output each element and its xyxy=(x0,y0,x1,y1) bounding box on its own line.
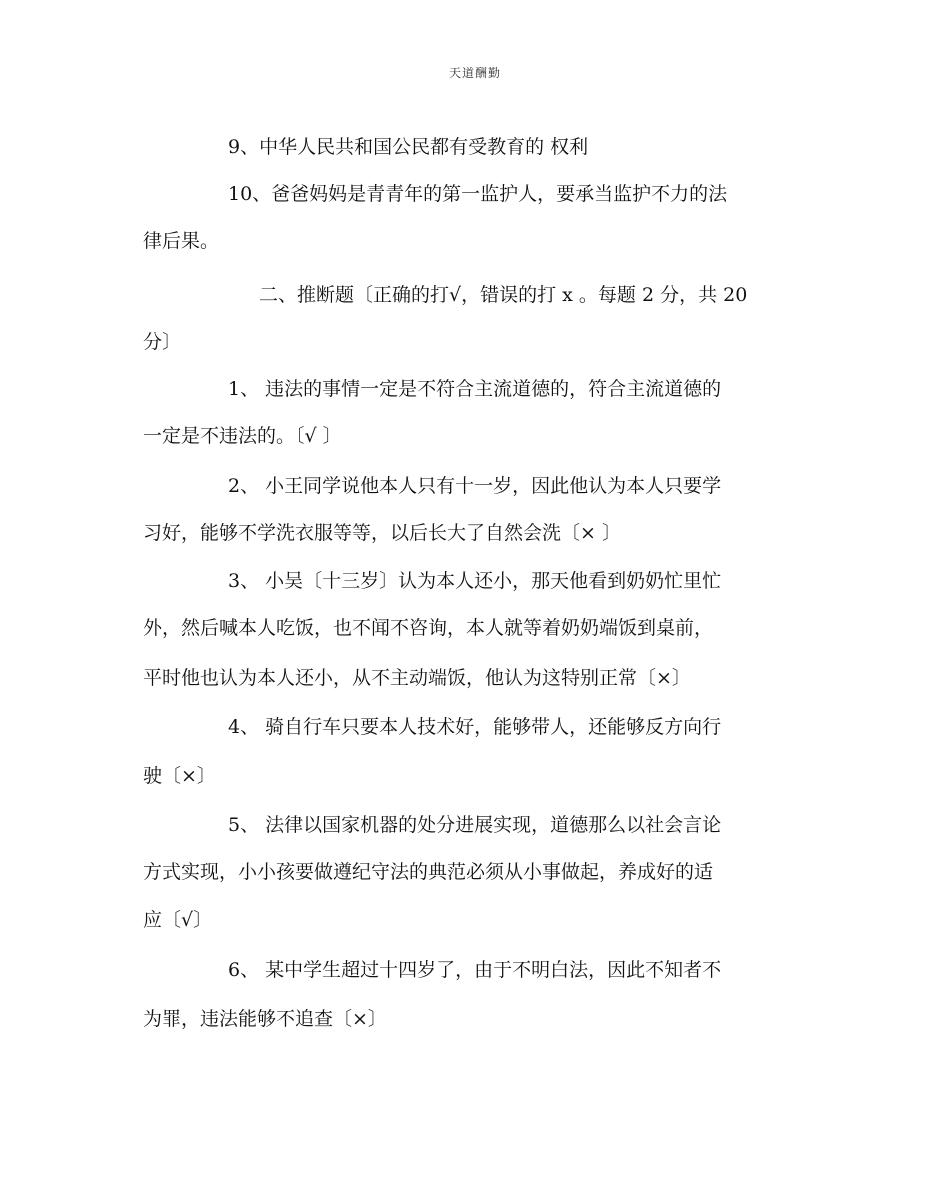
question-5-line-1: 5、 法律以国家机器的处分进展实现，道德那么以社会言论 xyxy=(228,814,722,836)
question-4-line-2: 驶〔×〕 xyxy=(143,765,216,787)
question-5-line-3: 应〔√〕 xyxy=(143,909,213,931)
question-4-line-1: 4、 骑自行车只要本人技术好，能够带人，还能够反方向行 xyxy=(228,716,722,738)
question-2-line-1: 2、 小王同学说他本人只有十一岁，因此他认为本人只要学 xyxy=(228,475,722,497)
item-9-line-1: 9、中华人民共和国公民都有受教育的 权利 xyxy=(228,136,589,158)
section-2-heading-line-1: 二、推断题〔正确的打√，错误的打 x 。每题 2 分，共 20 xyxy=(259,284,748,306)
item-10-line-2: 律后果。 xyxy=(143,230,220,252)
question-1-line-2: 一定是不违法的。〔√ 〕 xyxy=(143,425,342,447)
question-2-line-2: 习好，能够不学洗衣服等等，以后长大了自然会洗〔× 〕 xyxy=(143,522,621,544)
question-6-line-2: 为罪，违法能够不追查〔×〕 xyxy=(143,1008,387,1030)
question-3-line-1: 3、 小吴〔十三岁〕认为本人还小，那天他看到奶奶忙里忙 xyxy=(228,570,722,592)
question-3-line-2: 外，然后喊本人吃饭，也不闻不咨询，本人就等着奶奶端饭到桌前， xyxy=(143,617,714,639)
question-5-line-2: 方式实现，小小孩要做遵纪守法的典范必须从小事做起，养成好的适 xyxy=(143,861,714,883)
question-3-line-3: 平时他也认为本人还小，从不主动端饭，他认为这特别正常〔×〕 xyxy=(143,667,691,689)
question-1-line-1: 1、 违法的事情一定是不符合主流道德的，符合主流道德的 xyxy=(228,378,722,400)
section-2-heading-line-2: 分〕 xyxy=(143,331,182,353)
question-6-line-1: 6、 某中学生超过十四岁了，由于不明白法，因此不知者不 xyxy=(228,959,722,981)
page-header: 天道酬勤 xyxy=(448,66,501,80)
item-10-line-1: 10、爸爸妈妈是青青年的第一监护人，要承当监护不力的法 xyxy=(228,183,728,205)
